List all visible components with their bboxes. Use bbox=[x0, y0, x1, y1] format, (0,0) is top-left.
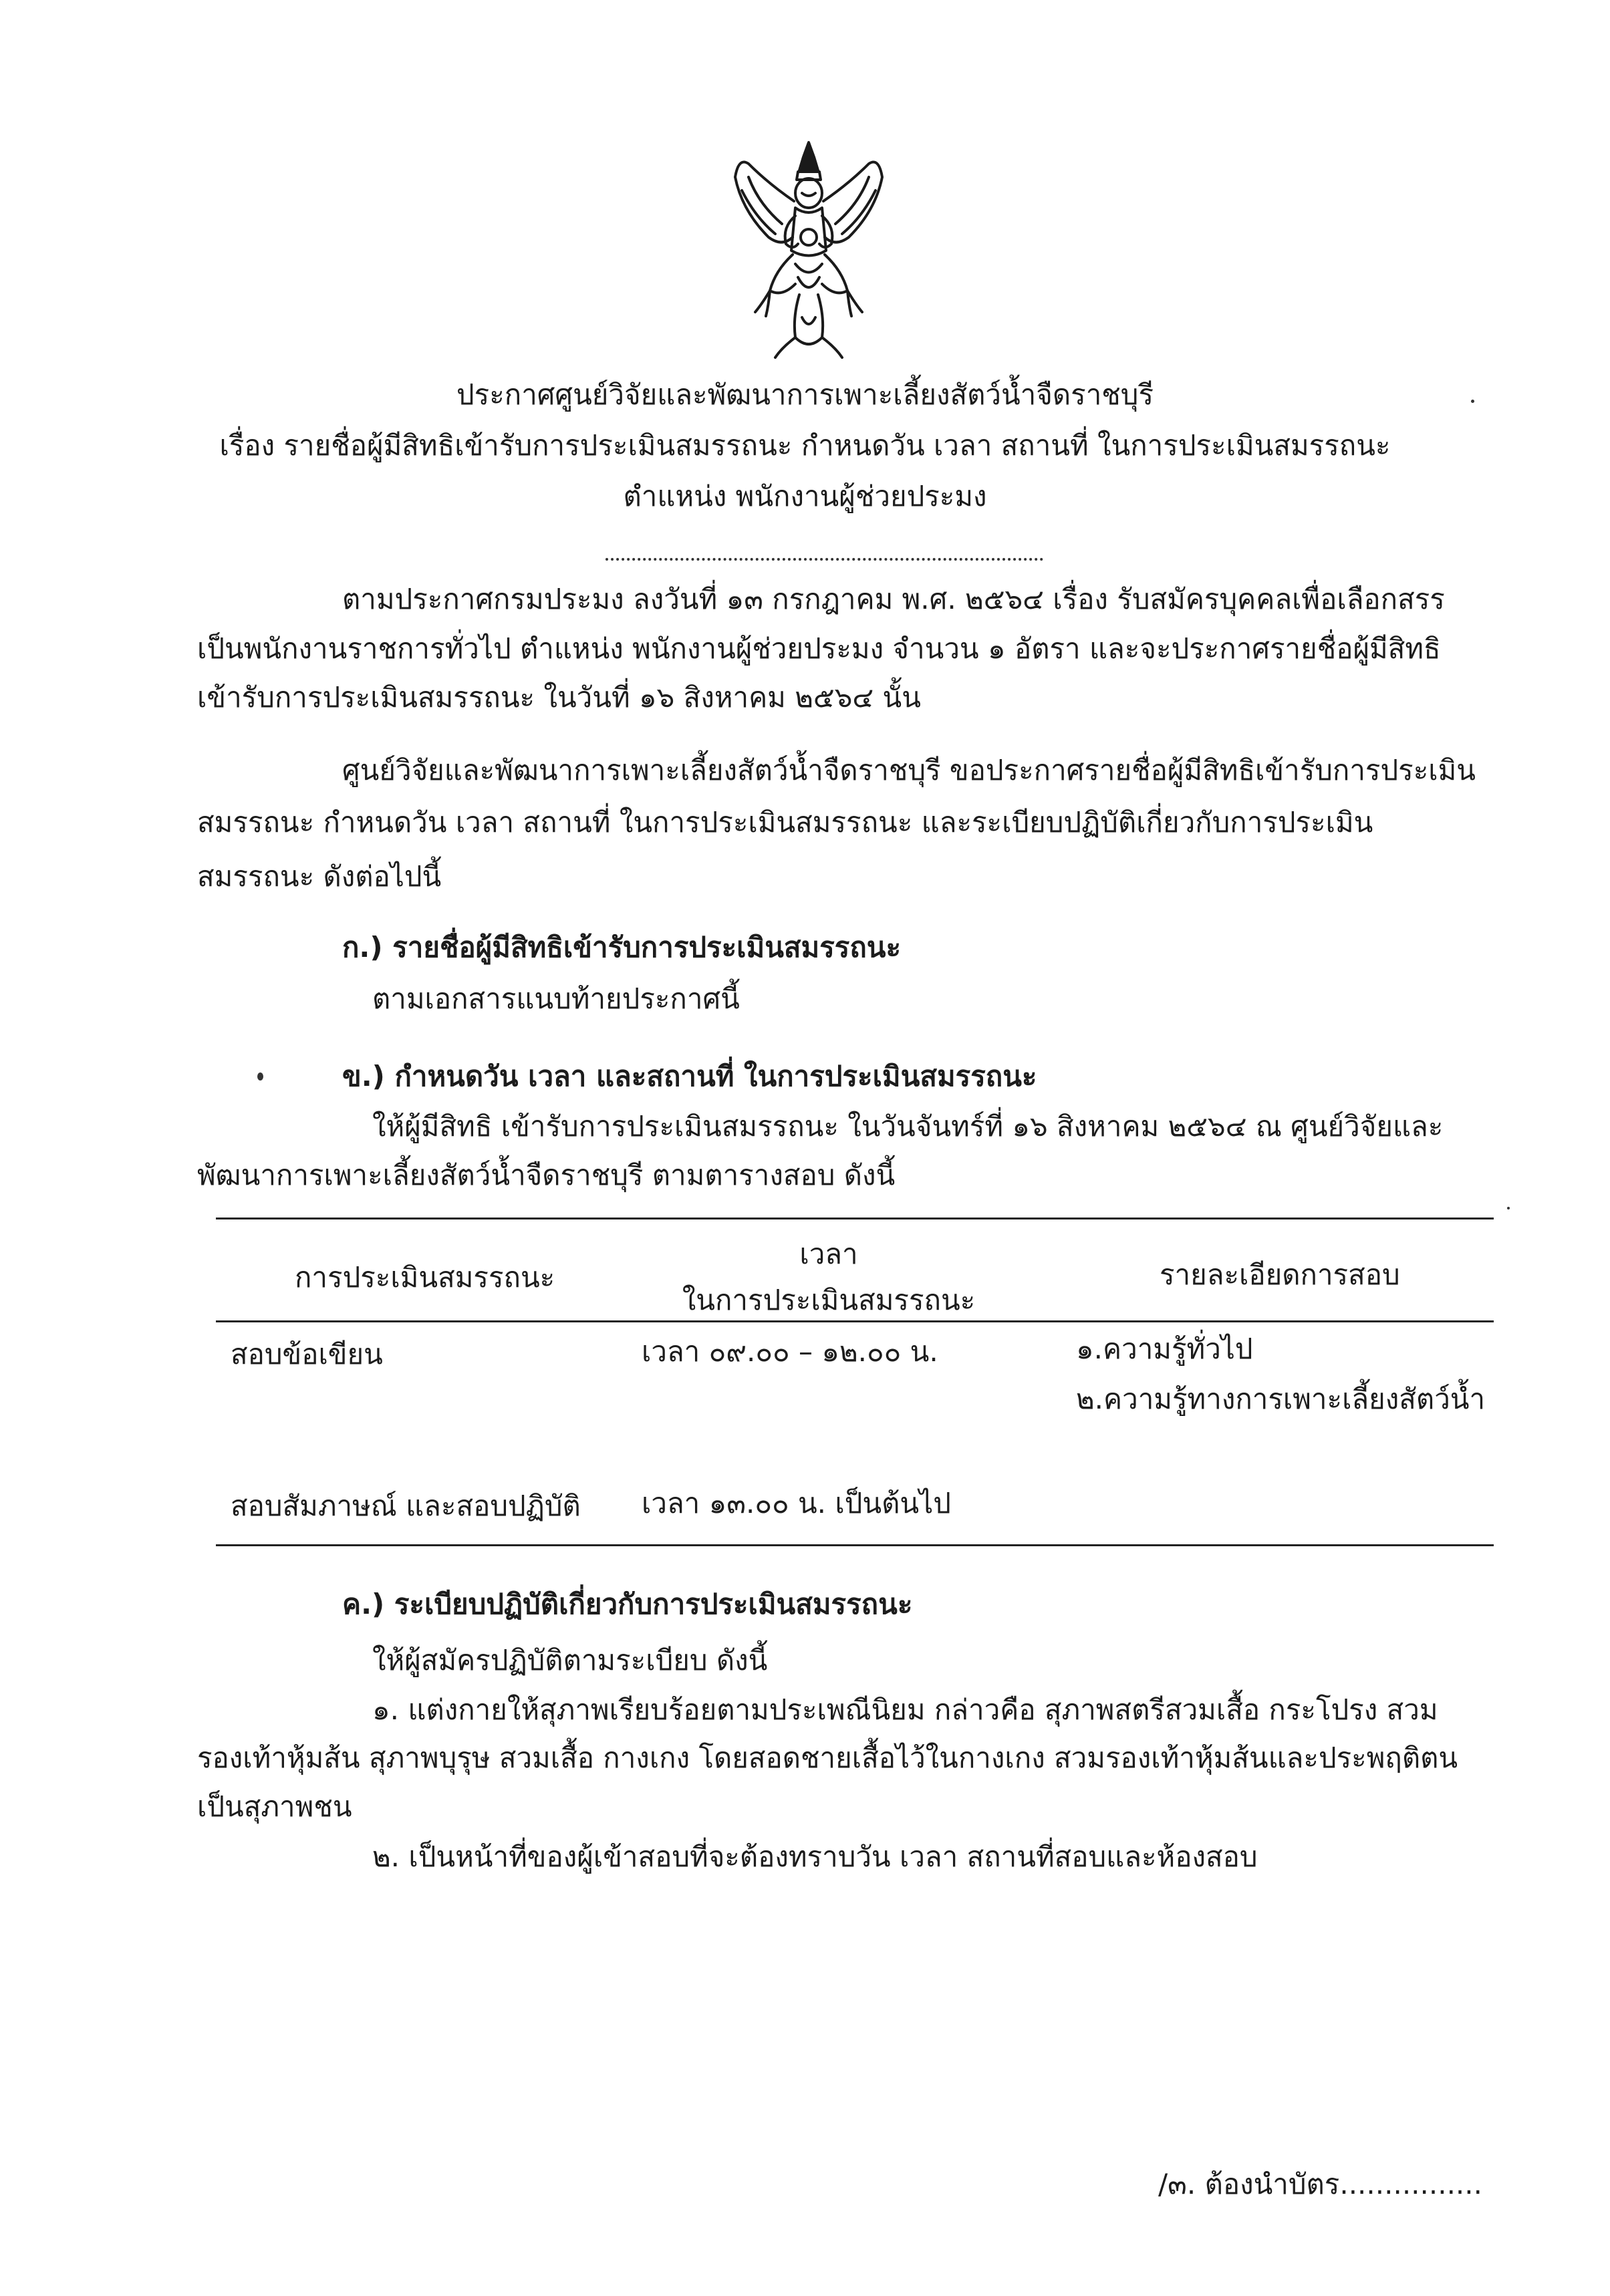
intro-p2-line1: ศูนย์วิจัยและพัฒนาการเพาะเลี้ยงสัตว์น้ำจืดราชบุรี ขอประกาศรายชื่อผู้มีสิทธิเข้ารับการประเมิน bbox=[342, 754, 1476, 786]
table-header-details: รายละเอียดการสอบ bbox=[1160, 1258, 1400, 1291]
heading-separator bbox=[606, 558, 1043, 561]
page-continuation-note: /๓. ต้องนำบัตร................ bbox=[1158, 2168, 1482, 2200]
section-c-item2: ๒. เป็นหน้าที่ของผู้เข้าสอบที่จะต้องทราบวัน เวลา สถานที่สอบและห้องสอบ bbox=[372, 1840, 1258, 1873]
section-c-item1-line1: ๑. แต่งกายให้สุภาพเรียบร้อยตามประเพณีนิยม กล่าวคือ สุภาพสตรีสวมเสื้อ กระโปรง สวม bbox=[372, 1693, 1438, 1726]
intro-p1-line1: ตามประกาศกรมประมง ลงวันที่ ๑๓ กรกฎาคม พ.ศ. ๒๕๖๔ เรื่อง รับสมัครบุคคลเพื่อเลือกสรร bbox=[342, 583, 1445, 615]
scan-speck bbox=[1471, 400, 1474, 403]
intro-p2-line3: สมรรถนะ ดังต่อไปนี้ bbox=[197, 860, 442, 893]
document-subject-line: เรื่อง รายชื่อผู้มีสิทธิเข้ารับการประเมินสมรรถนะ กำหนดวัน เวลา สถานที่ ในการประเมินสมรรถนะ bbox=[219, 429, 1391, 462]
table-header-rule bbox=[216, 1320, 1494, 1322]
row1-assessment: สอบข้อเขียน bbox=[231, 1338, 383, 1371]
section-b-body-line1: ให้ผู้มีสิทธิ เข้ารับการประเมินสมรรถนะ ในวันจันทร์ที่ ๑๖ สิงหาคม ๒๕๖๔ ณ ศูนย์วิจัยและ bbox=[372, 1110, 1444, 1143]
table-top-rule bbox=[216, 1217, 1494, 1219]
section-a-body: ตามเอกสารแนบท้ายประกาศนี้ bbox=[372, 982, 740, 1015]
section-c-item1-line2: รองเท้าหุ้มส้น สุภาพบุรุษ สวมเสื้อ กางเกง โดยสอดชายเสื้อไว้ในกางเกง สวมรองเท้าหุ้มส้นและประพฤติตน bbox=[197, 1741, 1458, 1774]
row1-detail-1: ๑.ความรู้ทั่วไป bbox=[1076, 1332, 1253, 1365]
document-heading-line1: ประกาศศูนย์วิจัยและพัฒนาการเพาะเลี้ยงสัตว์น้ำจืดราชบุรี bbox=[456, 378, 1154, 411]
scan-speck bbox=[257, 1072, 263, 1081]
intro-p2-line2: สมรรถนะ กำหนดวัน เวลา สถานที่ ในการประเมินสมรรถนะ และระเบียบปฏิบัติเกี่ยวกับการประเมิน bbox=[197, 806, 1373, 839]
intro-p1-line3: เข้ารับการประเมินสมรรถนะ ในวันที่ ๑๖ สิงหาคม ๒๕๖๔ นั้น bbox=[197, 681, 921, 714]
table-bottom-rule bbox=[216, 1544, 1494, 1546]
section-c-intro: ให้ผู้สมัครปฏิบัติตามระเบียบ ดังนี้ bbox=[372, 1644, 768, 1677]
section-a-title: ก.) รายชื่อผู้มีสิทธิเข้ารับการประเมินสมรรถนะ bbox=[342, 931, 902, 964]
position-line: ตำแหน่ง พนักงานผู้ช่วยประมง bbox=[623, 480, 987, 513]
scan-speck bbox=[1507, 1207, 1510, 1209]
table-header-assessment: การประเมินสมรรถนะ bbox=[295, 1261, 555, 1294]
garuda-emblem-icon bbox=[728, 137, 889, 364]
section-c-item1-line3: เป็นสุภาพชน bbox=[197, 1790, 352, 1823]
row2-time: เวลา ๑๓.๐๐ น. เป็นต้นไป bbox=[642, 1487, 951, 1520]
table-header-time-line1: เวลา bbox=[799, 1238, 858, 1270]
row2-assessment: สอบสัมภาษณ์ และสอบปฏิบัติ bbox=[231, 1489, 581, 1522]
table-header-time-line2: ในการประเมินสมรรถนะ bbox=[682, 1284, 976, 1316]
section-b-title: ข.) กำหนดวัน เวลา และสถานที่ ในการประเมินสมรรถนะ bbox=[342, 1060, 1037, 1093]
intro-p1-line2: เป็นพนักงานราชการทั่วไป ตำแหน่ง พนักงานผู้ช่วยประมง จำนวน ๑ อัตรา และจะประกาศรายชื่อผู้มีสิทธิ bbox=[197, 632, 1441, 665]
section-c-title: ค.) ระเบียบปฏิบัติเกี่ยวกับการประเมินสมรรถนะ bbox=[342, 1588, 913, 1620]
row1-detail-2: ๒.ความรู้ทางการเพาะเลี้ยงสัตว์น้ำ bbox=[1076, 1383, 1486, 1415]
section-b-body-line2: พัฒนาการเพาะเลี้ยงสัตว์น้ำจืดราชบุรี ตามตารางสอบ ดังนี้ bbox=[197, 1159, 896, 1191]
row1-time: เวลา ๐๙.๐๐ – ๑๒.๐๐ น. bbox=[642, 1335, 938, 1368]
